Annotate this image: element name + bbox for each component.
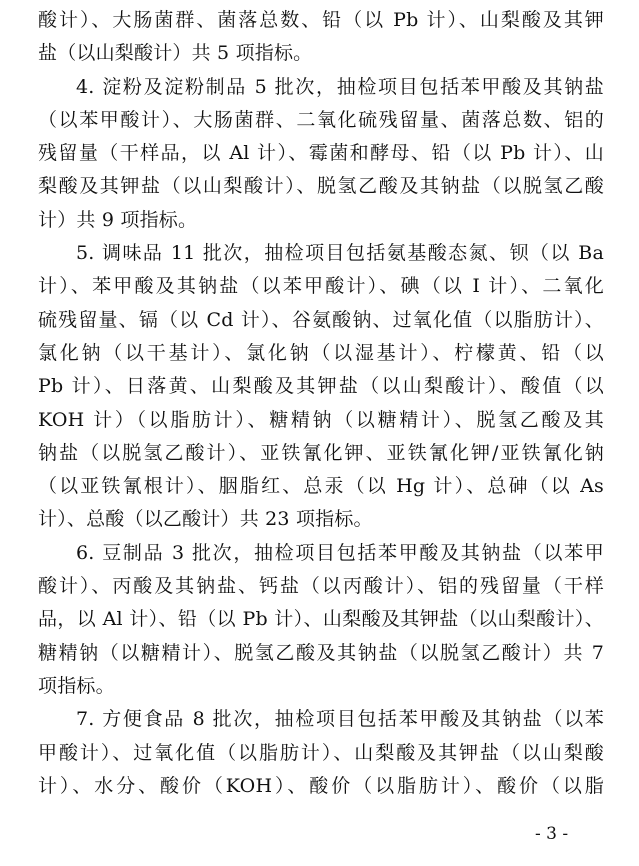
text-line: 盐（以山梨酸计）共 5 项指标。	[38, 42, 313, 65]
text-line: 计）、总酸（以乙酸计）共 23 项指标。	[38, 508, 373, 531]
text-line: 品，以 Al 计）、铅（以 Pb 计）、山梨酸及其钾盐（以山梨酸计）、	[38, 608, 604, 631]
text-line: 计）、苯甲酸及其钠盐（以苯甲酸计）、碘（以 I 计）、二氧化	[38, 275, 604, 298]
document-body	[38, 4, 604, 803]
text-line: 硫残留量、镉（以 Cd 计）、谷氨酸钠、过氧化值（以脂肪计）、	[38, 308, 604, 331]
paragraph-condiments	[38, 237, 604, 537]
paragraph-instant-foods	[38, 703, 604, 803]
paragraph-soy-products	[38, 537, 604, 703]
text-line: 钠盐（以脱氢乙酸计）、亚铁氰化钾、亚铁氰化钾/亚铁氰化钠	[38, 441, 604, 464]
paragraph-starch-products	[38, 71, 604, 237]
page-number: - 3 -	[535, 824, 569, 844]
text-line: 5. 调味品 11 批次，抽检项目包括氨基酸态氮、钡（以 Ba	[76, 242, 604, 265]
text-line: 氯化钠（以干基计）、氯化钠（以湿基计）、柠檬黄、铅（以	[38, 341, 604, 364]
text-line: Pb 计）、日落黄、山梨酸及其钾盐（以山梨酸计）、酸值（以	[38, 375, 604, 398]
text-line: 糖精钠（以糖精计）、脱氢乙酸及其钠盐（以脱氢乙酸计）共 7	[38, 641, 604, 664]
text-line: （以亚铁氰根计）、胭脂红、总汞（以 Hg 计）、总砷（以 As	[38, 475, 604, 498]
text-line: 残留量（干样品，以 Al 计）、霉菌和酵母、铅（以 Pb 计）、山	[38, 142, 604, 165]
text-line: 计）共 9 项指标。	[38, 208, 198, 231]
text-line: （以苯甲酸计）、大肠菌群、二氧化硫残留量、菌落总数、铝的	[38, 108, 604, 131]
text-line: 4. 淀粉及淀粉制品 5 批次，抽检项目包括苯甲酸及其钠盐	[76, 75, 604, 98]
text-line: 甲酸计）、过氧化值（以脂肪计）、山梨酸及其钾盐（以山梨酸	[38, 741, 604, 764]
text-line: 梨酸及其钾盐（以山梨酸计）、脱氢乙酸及其钠盐（以脱氢乙酸	[38, 175, 604, 198]
text-line: 酸计）、丙酸及其钠盐、钙盐（以丙酸计）、铝的残留量（干样	[38, 575, 604, 598]
text-line: KOH 计）（以脂肪计）、糖精钠（以糖精计）、脱氢乙酸及其	[38, 408, 604, 431]
text-line: 6. 豆制品 3 批次，抽检项目包括苯甲酸及其钠盐（以苯甲	[76, 541, 604, 564]
text-line: 计）、水分、酸价（KOH）、酸价（以脂肪计）、酸价（以脂	[38, 774, 604, 797]
paragraph	[38, 4, 604, 71]
text-line: 项指标。	[38, 674, 115, 697]
text-line: 酸计）、大肠菌群、菌落总数、铅（以 Pb 计）、山梨酸及其钾	[38, 9, 604, 31]
text-line: 7. 方便食品 8 批次，抽检项目包括苯甲酸及其钠盐（以苯	[76, 708, 604, 731]
